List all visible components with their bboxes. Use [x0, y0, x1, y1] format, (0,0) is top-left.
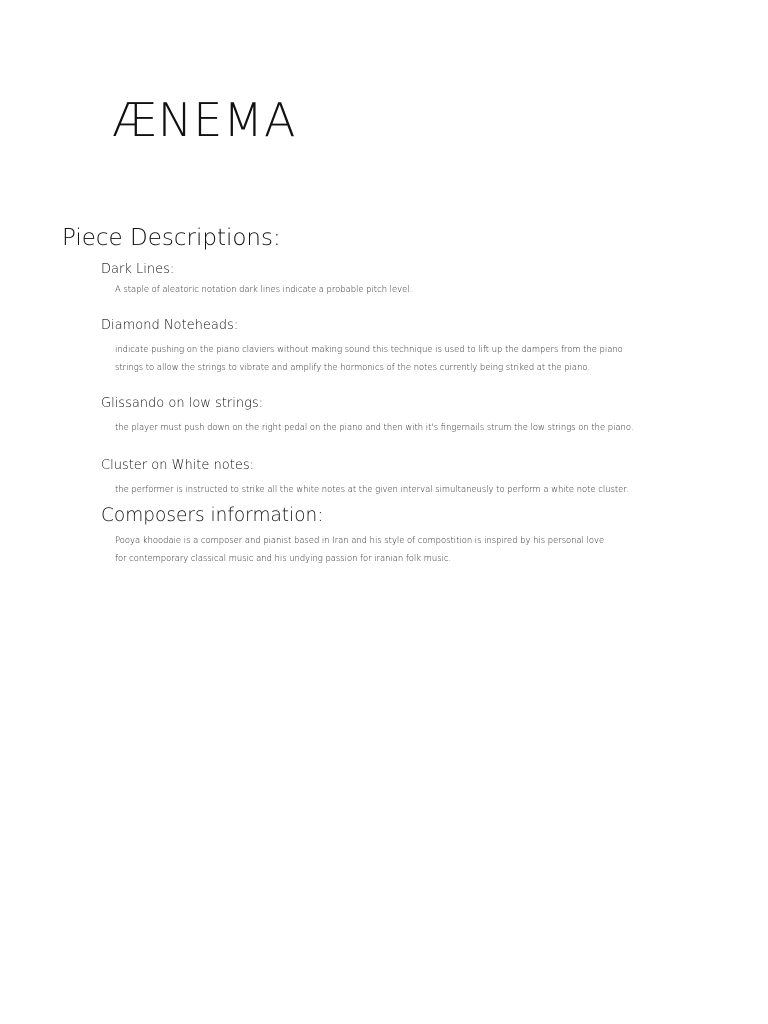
term-cluster: Cluster on White notes:: [101, 458, 254, 473]
description-cluster: the performer is instructed to strike all the white notes at the given interval simultaneusly to perform a white note cluster.: [115, 484, 629, 494]
piece-descriptions-heading: Piece Descriptions:: [62, 225, 281, 251]
description-dark-lines: A staple of aleatoric notation dark lines indicate a probable pitch level.: [115, 284, 413, 294]
composer-heading: Composers information:: [101, 505, 324, 526]
description-diamond-noteheads: indicate pushing on the piano claviers without making sound this technique is used to lift up the dampers from the piano strings to allow the strings to vibrate and amplify the hormonics of the notes currently being striked at the piano.: [115, 344, 623, 372]
term-dark-lines: Dark Lines:: [101, 262, 175, 277]
term-diamond-noteheads: Diamond Noteheads:: [101, 318, 239, 333]
document-title: ÆNEMA: [112, 93, 297, 147]
description-glissando: the player must push down on the right pedal on the piano and then with it's fingernails strum the low strings on the piano.: [115, 422, 634, 432]
term-glissando: Glissando on low strings:: [101, 396, 264, 411]
composer-description: Pooya khoodaie is a composer and pianist based in Iran and his style of compostition is inspired by his personal love for contemporary classical music and his undying passion for iranian folk music.: [115, 535, 605, 563]
